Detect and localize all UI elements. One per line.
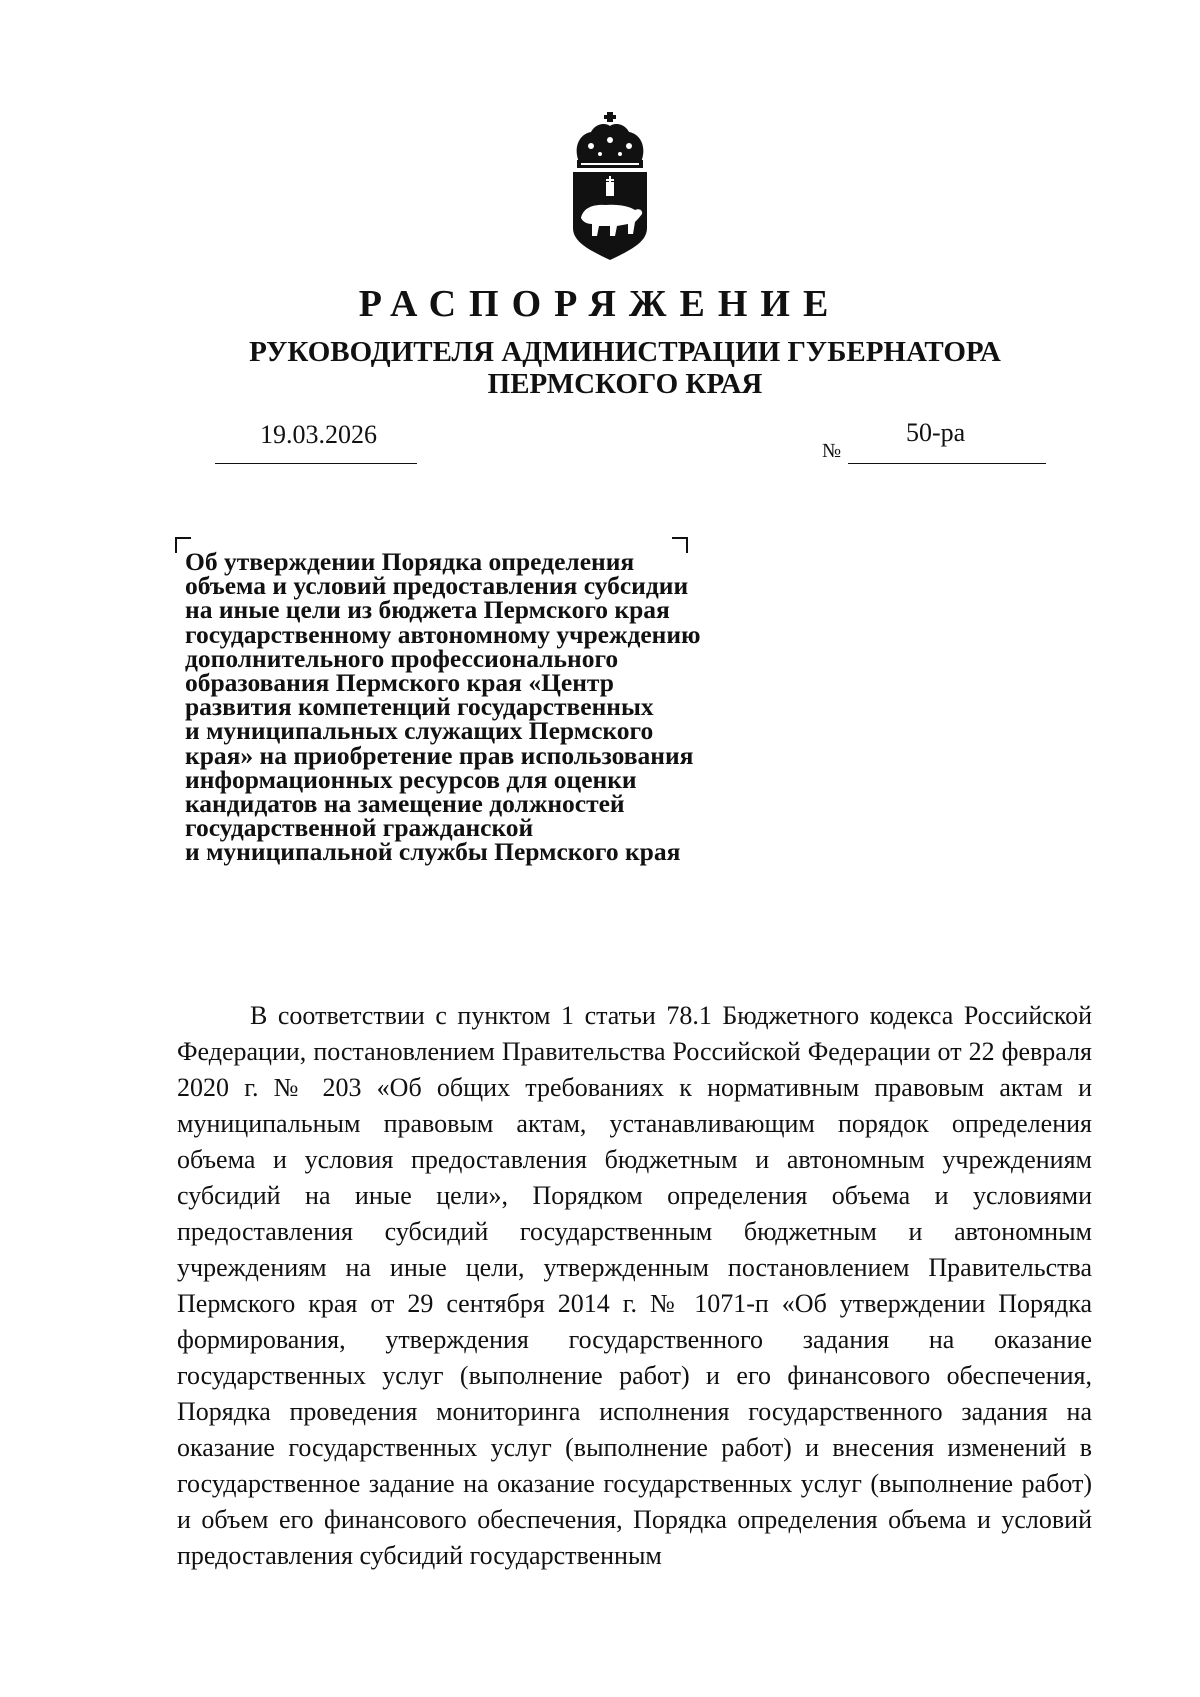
document-title: РАСПОРЯЖЕНИЕ xyxy=(358,283,842,325)
number-sign: № xyxy=(822,440,842,462)
body-paragraph: В соответствии с пунктом 1 статьи 78.1 Бюджетного кодекса Российской Федерации, постановлением Правительства Российской Федерации от 22 февраля 2020 г. № 203 «Об общих требованиях к нормативным правовым актам и муниципальным правовым актам, устанавливающим порядок определения объема и условия предоставления бюджетным и автономным учреждениям субсидий на иные цели», Порядком определения объема и условиями предоставления субсидий государственным бюджетным и автономным учреждениям на иные цели, утвержденным постановлением Правительства Пермского края от 29 сентября 2014 г. № 1071-п «Об утверждении Порядка формирования, утверждения государственного задания на оказание государственных услуг (выполнение работ) и его финансового обеспечения, Порядка проведения мониторинга исполнения государственного задания на оказание государственных услуг (выполнение работ) и внесения изменений в государственное задание на оказание государственных услуг (выполнение работ) и объем его финансового обеспечения, Порядка определения объема и условий предоставления субсидий государственным xyxy=(177,1001,1092,1570)
subject-line: дополнительного профессионального xyxy=(185,643,619,673)
subject-line: государственному автономному учреждению xyxy=(185,619,701,649)
subject-line: на иные цели из бюджета Пермского края xyxy=(185,595,670,625)
subject-line: образования Пермского края «Центр xyxy=(185,668,614,698)
subject-line: и муниципальной службы Пермского края xyxy=(185,837,681,867)
subject-line: Об утверждении Порядка определения xyxy=(185,547,635,576)
document-number: 50-ра xyxy=(906,418,966,447)
subject-line: объема и условий предоставления субсидии xyxy=(185,571,689,601)
subject-line: кандидатов на замещение должностей xyxy=(185,789,625,819)
document-subject xyxy=(185,547,825,867)
subject-line: государственной гражданской xyxy=(185,813,534,843)
document-date: 19.03.2026 xyxy=(260,420,377,449)
issuer-line-1: РУКОВОДИТЕЛЯ АДМИНИСТРАЦИИ ГУБЕРНАТОРА xyxy=(249,336,1001,368)
perm-krai-coat-of-arms-icon xyxy=(565,110,655,262)
subject-line: информационных ресурсов для оценки xyxy=(185,764,637,794)
date-underline xyxy=(215,463,417,464)
issuer-line-2: ПЕРМСКОГО КРАЯ xyxy=(487,368,763,400)
subject-line: и муниципальных служащих Пермского xyxy=(185,716,654,746)
subject-line: края» на приобретение прав использования xyxy=(185,740,694,770)
subject-line: развития компетенций государственных xyxy=(185,692,654,722)
number-underline xyxy=(848,463,1046,464)
document-issuer xyxy=(0,336,1200,400)
